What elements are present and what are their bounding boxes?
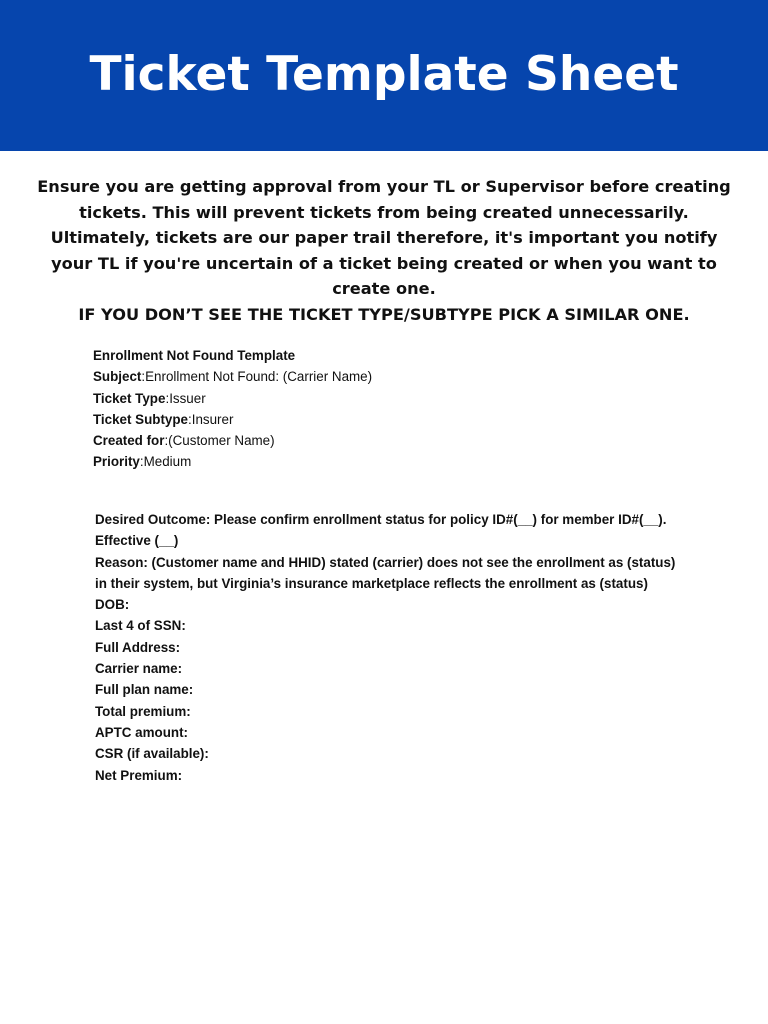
- field-label: Ticket Type: [93, 390, 166, 406]
- template-field-subject: Subject:Enrollment Not Found: (Carrier Name): [93, 369, 373, 385]
- csr-line: CSR (if available):: [95, 746, 209, 762]
- reason-continuation-line: in their system, but Virginia’s insurance marketplace reflects the enrollment as (status): [95, 575, 648, 591]
- field-label: Created for: [93, 433, 165, 449]
- field-value: Issuer: [169, 390, 206, 406]
- template-field-ticket-type: Ticket Type:Issuer: [93, 390, 206, 406]
- template-field-priority: Priority:Medium: [93, 454, 192, 470]
- template-field-ticket-subtype: Ticket Subtype:Insurer: [93, 411, 234, 427]
- desired-outcome-line: Desired Outcome: Please confirm enrollment status for policy ID#(__) for member ID#(__).: [95, 512, 667, 527]
- aptc-amount-line: APTC amount:: [95, 724, 188, 740]
- field-value: Insurer: [191, 411, 234, 427]
- field-label: Subject: [93, 369, 142, 385]
- carrier-name-line: Carrier name:: [95, 661, 183, 677]
- effective-line: Effective (__): [95, 533, 179, 549]
- template-name: Enrollment Not Found Template: [93, 348, 296, 363]
- template-section: [93, 345, 693, 473]
- total-premium-line: Total premium:: [95, 703, 191, 719]
- reason-line: Reason: (Customer name and HHID) stated (carrier) does not see the enrollment as (status): [95, 554, 676, 570]
- plan-name-line: Full plan name:: [95, 682, 194, 698]
- intro-section: [30, 174, 738, 327]
- field-label: Ticket Subtype: [93, 411, 189, 427]
- field-value: Medium: [143, 454, 192, 470]
- field-value: Enrollment Not Found: (Carrier Name): [145, 369, 373, 385]
- template-field-created-for: Created for:(Customer Name): [93, 433, 275, 449]
- dob-line: DOB:: [95, 597, 130, 613]
- header-banner: [0, 0, 768, 151]
- page-title: Ticket Template Sheet: [89, 47, 679, 102]
- ssn-line: Last 4 of SSN:: [95, 618, 186, 634]
- intro-paragraph: Ensure you are getting approval from your TL or Supervisor before creating tickets. This will prevent tickets from being created unnecessarily. Ultimately, tickets are our paper trail therefore, it's important you notify your TL if you're uncertain of a ticket being created or when you want to create one.: [37, 177, 731, 298]
- address-line: Full Address:: [95, 639, 181, 655]
- net-premium-line: Net Premium:: [95, 767, 183, 783]
- field-value: (Customer Name): [168, 433, 275, 449]
- intro-warning: IF YOU DON’T SEE THE TICKET TYPE/SUBTYPE PICK A SIMILAR ONE.: [78, 304, 690, 324]
- details-section: [95, 509, 735, 786]
- field-label: Priority: [93, 454, 140, 470]
